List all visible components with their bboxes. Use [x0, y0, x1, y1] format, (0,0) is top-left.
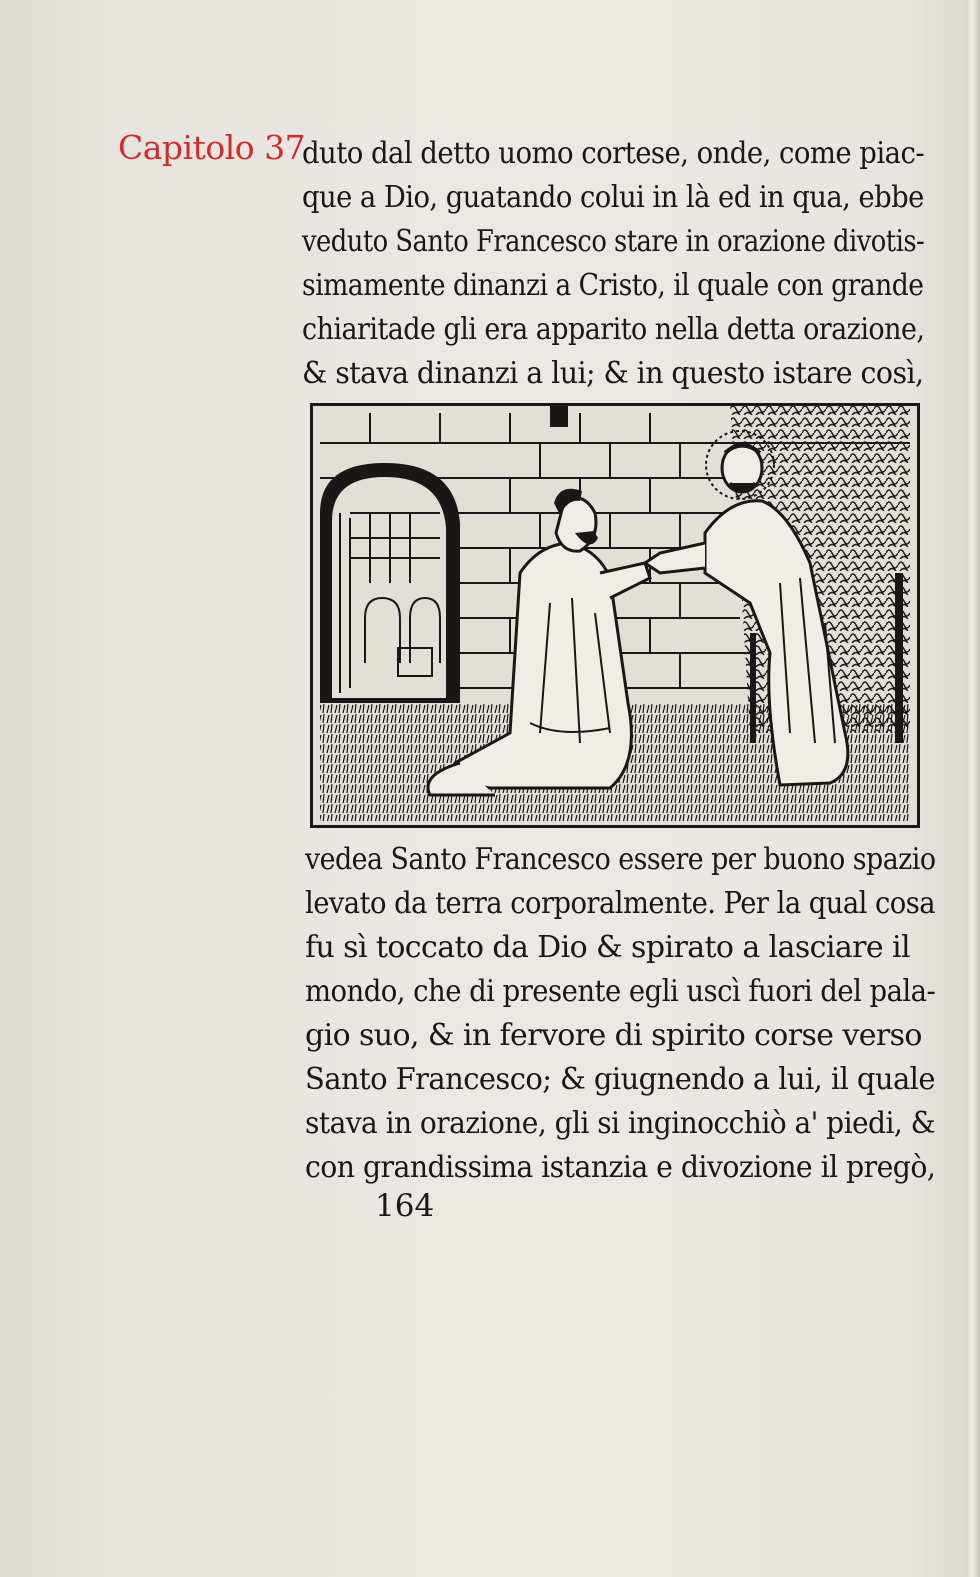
text-line: mondo, che di presente egli uscì fuori del pala-	[305, 974, 936, 1009]
text-line: fu sì toccato da Dio & spirato a lasciare il	[305, 930, 910, 965]
woodcut-illustration	[310, 403, 920, 828]
text-line: stava in orazione, gli si inginocchiò a' piedi, &	[305, 1106, 936, 1141]
text-line: simamente dinanzi a Cristo, il quale con grande	[302, 268, 924, 303]
text-line: Santo Francesco; & giugnendo a lui, il quale	[305, 1062, 935, 1097]
text-line: chiaritade gli era apparito nella detta orazione,	[302, 312, 925, 347]
chapter-label: Capitolo 37	[118, 128, 306, 167]
text-line: vedea Santo Francesco essere per buono spazio	[305, 842, 936, 877]
text-line: levato da terra corporalmente. Per la qual cosa	[305, 886, 936, 921]
text-line: duto dal detto uomo cortese, onde, come piac-	[302, 136, 925, 171]
text-line: & stava dinanzi a lui; & in questo istare così,	[302, 356, 924, 391]
page-edge	[966, 0, 980, 1577]
text-line: que a Dio, guatando colui in là ed in qua, ebbe	[302, 180, 924, 215]
text-line: con grandissima istanzia e divozione il pregò,	[305, 1150, 936, 1185]
text-line: veduto Santo Francesco stare in orazione divotis-	[302, 224, 925, 259]
text-line: gio suo, & in fervore di spirito corse verso	[305, 1018, 922, 1053]
page-number: 164	[375, 1188, 435, 1224]
